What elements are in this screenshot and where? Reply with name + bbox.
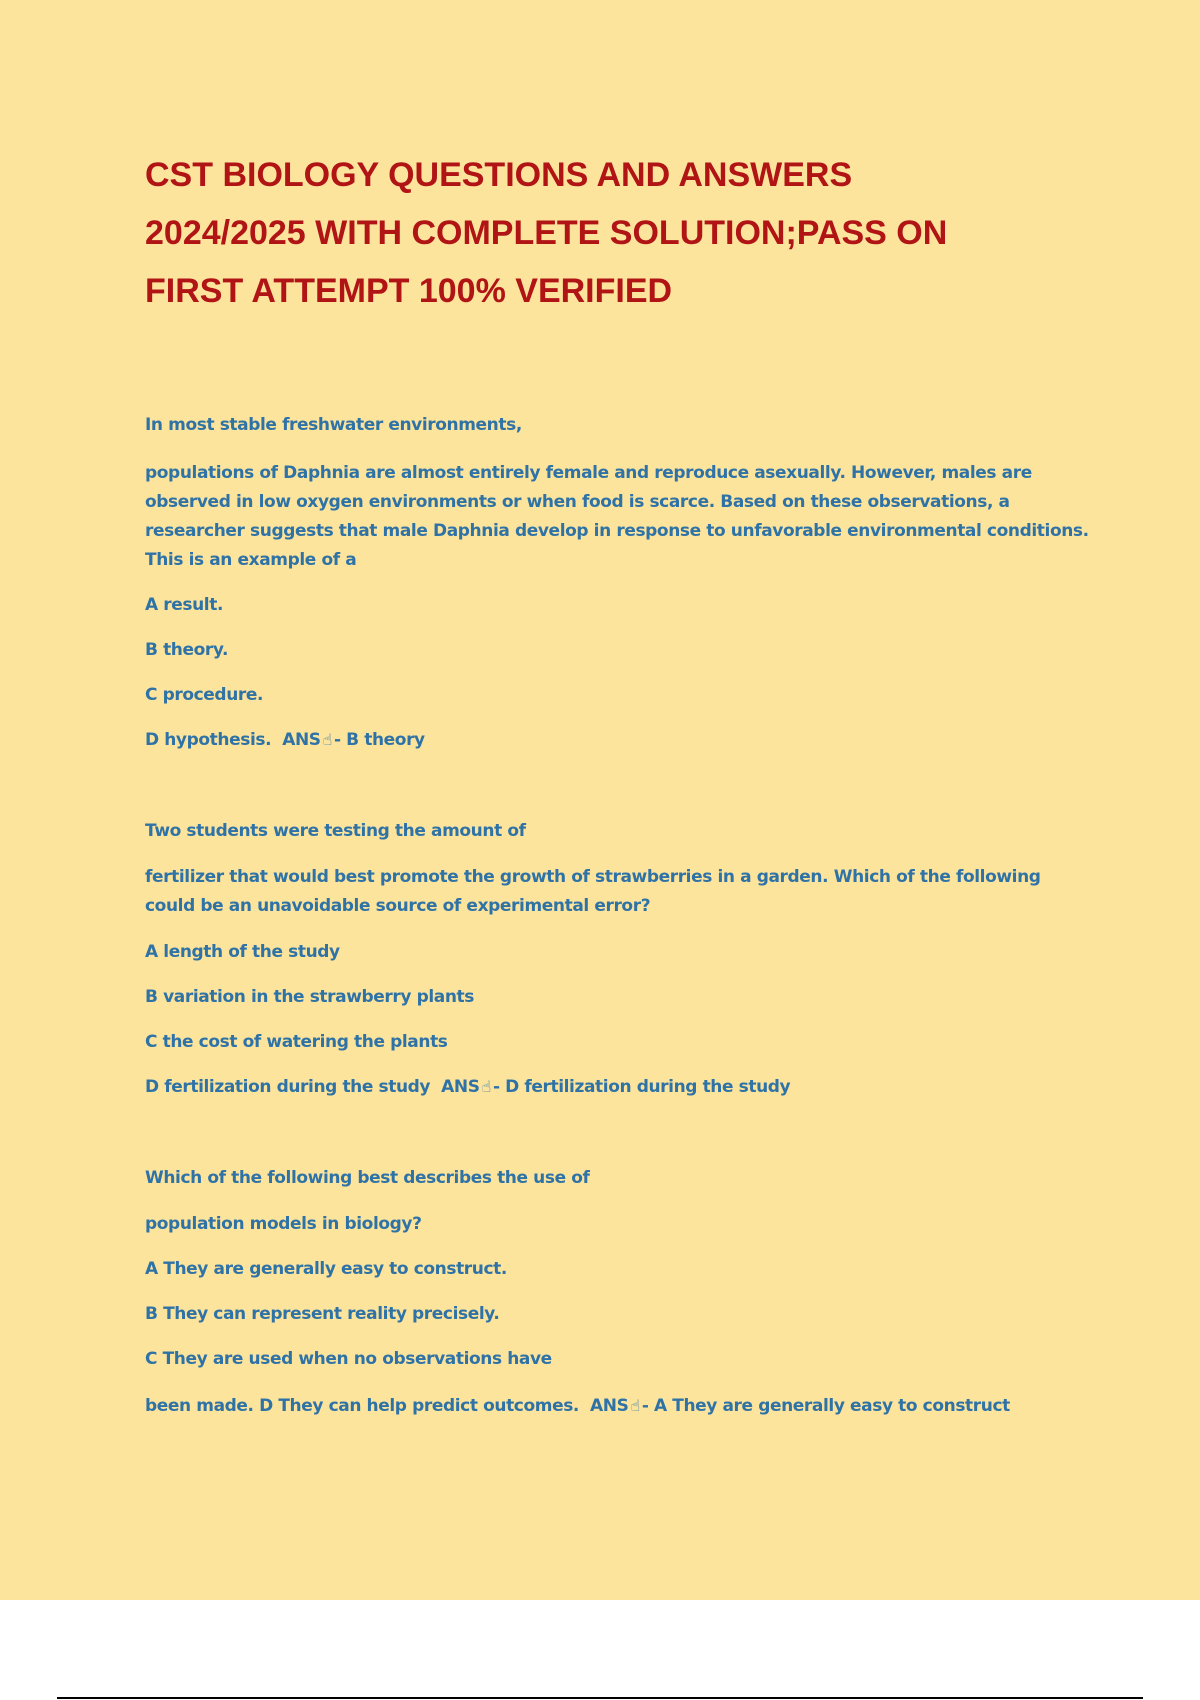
question-3-stem: population models in biology? bbox=[145, 1214, 422, 1234]
stem-line: fertilizer that would best promote the growth of strawberries in a garden. Which of the following bbox=[145, 867, 1041, 887]
title-line: CST BIOLOGY QUESTIONS AND ANSWERS bbox=[145, 156, 853, 194]
stem-line: could be an unavoidable source of experimental error? bbox=[145, 896, 651, 916]
stem-line: populations of Daphnia are almost entirely female and reproduce asexually. However, males are bbox=[145, 463, 1032, 483]
hand-pointing-icon: ☝ bbox=[322, 730, 332, 749]
answer-label: ANS bbox=[441, 1077, 480, 1097]
question-2-option-a: A length of the study bbox=[145, 942, 340, 962]
question-2-option-d-answer bbox=[145, 1076, 790, 1098]
question-3-intro: Which of the following best describes the use of bbox=[145, 1168, 590, 1188]
answer-text: - B theory bbox=[333, 730, 425, 750]
hand-pointing-icon: ☝ bbox=[630, 1396, 640, 1415]
question-1-intro: In most stable freshwater environments, bbox=[145, 415, 522, 435]
answer-text: - D fertilization during the study bbox=[492, 1077, 791, 1097]
question-2-intro: Two students were testing the amount of bbox=[145, 821, 526, 841]
option-d: been made. D They can help predict outcomes. bbox=[145, 1396, 579, 1416]
option-d: D fertilization during the study bbox=[145, 1077, 431, 1097]
stem-line: This is an example of a bbox=[145, 550, 357, 570]
question-2-stem bbox=[145, 863, 1095, 921]
question-1-option-a: A result. bbox=[145, 595, 224, 615]
question-2-option-b: B variation in the strawberry plants bbox=[145, 987, 474, 1007]
title-line: FIRST ATTEMPT 100% VERIFIED bbox=[145, 272, 673, 310]
question-1-option-b: B theory. bbox=[145, 640, 229, 660]
question-3-option-b: B They can represent reality precisely. bbox=[145, 1304, 500, 1324]
answer-label: ANS bbox=[590, 1396, 629, 1416]
question-2-option-c: C the cost of watering the plants bbox=[145, 1032, 448, 1052]
hand-pointing-icon: ☝ bbox=[481, 1077, 491, 1096]
title-line: 2024/2025 WITH COMPLETE SOLUTION;PASS ON bbox=[145, 214, 948, 252]
question-3-option-c: C They are used when no observations have bbox=[145, 1349, 552, 1369]
stem-line: observed in low oxygen environments or when food is scarce. Based on these observations, a bbox=[145, 492, 1010, 512]
answer-label: ANS bbox=[282, 730, 321, 750]
question-1-option-d-answer bbox=[145, 729, 425, 751]
document-title bbox=[145, 146, 1105, 320]
option-d: D hypothesis. bbox=[145, 730, 272, 750]
question-1-stem bbox=[145, 459, 1095, 575]
question-3-option-d-answer bbox=[145, 1395, 1010, 1417]
stem-line: researcher suggests that male Daphnia develop in response to unfavorable environmental conditions. bbox=[145, 521, 1089, 541]
question-1-option-c: C procedure. bbox=[145, 685, 264, 705]
question-3-option-a: A They are generally easy to construct. bbox=[145, 1259, 507, 1279]
answer-text: - A They are generally easy to construct bbox=[641, 1396, 1010, 1416]
footer-divider bbox=[57, 1697, 1143, 1699]
